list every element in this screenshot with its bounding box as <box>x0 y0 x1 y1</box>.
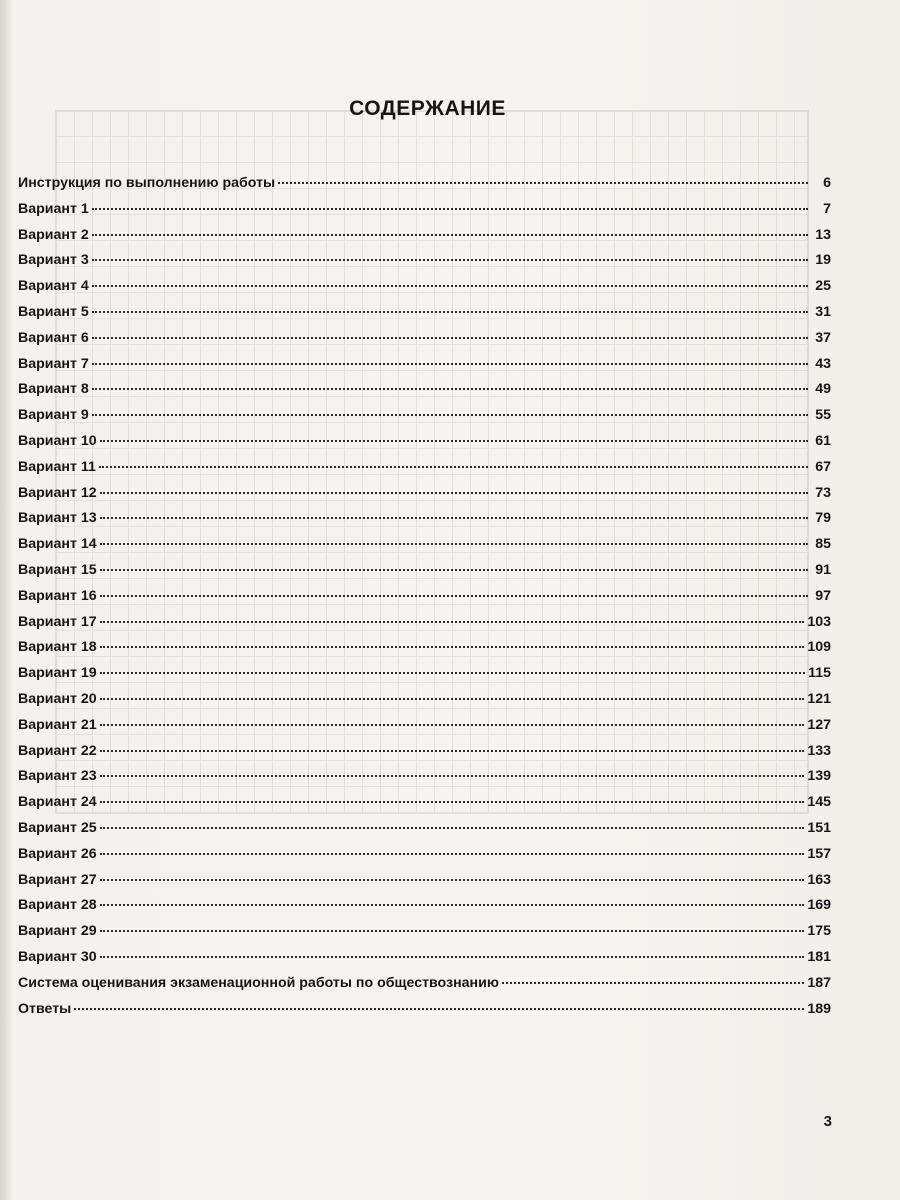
toc-entry <box>18 794 831 820</box>
toc-entry-title: Вариант 19 <box>18 665 97 682</box>
toc-entry-title: Ответы <box>18 1000 72 1017</box>
toc-entry-page: 91 <box>815 561 831 578</box>
page-spine-shadow <box>0 0 12 1200</box>
toc-entry <box>18 897 831 923</box>
toc-entry-page: 19 <box>815 252 831 269</box>
dot-leader <box>100 775 805 777</box>
toc-entry-page: 151 <box>807 819 831 836</box>
dot-leader <box>502 982 804 984</box>
toc-entry <box>18 949 831 975</box>
page-number: 3 <box>823 1113 832 1130</box>
page-title: СОДЕРЖАНИЕ <box>349 97 506 120</box>
dot-leader <box>100 930 805 932</box>
dot-leader <box>92 311 808 313</box>
toc-entry-page: 157 <box>807 845 831 862</box>
toc-entry-page: 31 <box>815 303 831 320</box>
toc-entry-title: Вариант 12 <box>18 484 97 501</box>
toc-entry-title: Вариант 1 <box>18 200 89 217</box>
toc-entry <box>18 459 831 485</box>
toc-entry-page: 109 <box>807 639 831 656</box>
table-of-contents <box>18 175 831 1026</box>
toc-entry-page: 73 <box>815 484 831 501</box>
toc-entry <box>18 510 831 536</box>
toc-entry-title: Вариант 14 <box>18 536 97 553</box>
toc-entry <box>18 665 831 691</box>
toc-entry-title: Вариант 28 <box>18 897 97 914</box>
toc-entry-page: 127 <box>807 716 831 733</box>
dot-leader <box>100 853 805 855</box>
toc-entry <box>18 768 831 794</box>
dot-leader <box>100 621 805 623</box>
toc-entry <box>18 227 831 253</box>
toc-entry-page: 61 <box>815 432 831 449</box>
toc-entry <box>18 278 831 304</box>
toc-entry-title: Вариант 11 <box>18 458 96 475</box>
toc-entry-page: 163 <box>807 871 831 888</box>
toc-entry-page: 139 <box>807 768 831 785</box>
toc-entry-title: Вариант 20 <box>18 690 97 707</box>
toc-entry-page: 67 <box>815 458 831 475</box>
toc-entry <box>18 717 831 743</box>
toc-entry-page: 55 <box>815 407 831 424</box>
toc-entry-page: 187 <box>807 974 831 991</box>
dot-leader <box>100 646 805 648</box>
toc-entry-title: Вариант 22 <box>18 742 97 759</box>
toc-entry <box>18 407 831 433</box>
toc-entry-title: Вариант 30 <box>18 948 97 965</box>
toc-entry-title: Вариант 3 <box>18 252 89 269</box>
toc-entry-page: 49 <box>815 381 831 398</box>
toc-entry-title: Вариант 4 <box>18 278 89 295</box>
toc-entry-title: Вариант 17 <box>18 613 97 630</box>
toc-entry <box>18 381 831 407</box>
dot-leader <box>100 672 805 674</box>
toc-entry <box>18 975 831 1001</box>
toc-entry <box>18 433 831 459</box>
toc-entry-page: 13 <box>815 226 831 243</box>
toc-entry-title: Вариант 18 <box>18 639 97 656</box>
toc-entry-title: Вариант 9 <box>18 407 89 424</box>
dot-leader <box>99 466 808 468</box>
toc-entry <box>18 639 831 665</box>
toc-entry <box>18 691 831 717</box>
toc-entry-title: Вариант 24 <box>18 794 97 811</box>
dot-leader <box>92 208 808 210</box>
toc-entry <box>18 743 831 769</box>
toc-entry <box>18 562 831 588</box>
toc-entry <box>18 536 831 562</box>
dot-leader <box>100 492 808 494</box>
dot-leader <box>100 827 805 829</box>
toc-entry <box>18 304 831 330</box>
toc-entry-title: Вариант 29 <box>18 923 97 940</box>
dot-leader <box>92 259 808 261</box>
toc-entry-title: Вариант 15 <box>18 561 97 578</box>
dot-leader <box>100 595 808 597</box>
toc-entry-page: 6 <box>823 175 831 191</box>
toc-entry-page: 79 <box>815 510 831 527</box>
toc-entry <box>18 485 831 511</box>
toc-entry <box>18 846 831 872</box>
toc-entry <box>18 330 831 356</box>
dot-leader <box>92 414 808 416</box>
toc-entry-page: 85 <box>815 536 831 553</box>
toc-entry-title: Вариант 21 <box>18 716 97 733</box>
dot-leader <box>100 724 805 726</box>
toc-entry-title: Вариант 10 <box>18 432 97 449</box>
dot-leader <box>278 182 808 184</box>
toc-entry-page: 103 <box>807 613 831 630</box>
toc-entry-page: 7 <box>823 200 831 217</box>
dot-leader <box>100 956 805 958</box>
toc-entry-title: Вариант 8 <box>18 381 89 398</box>
toc-entry-title: Вариант 16 <box>18 587 97 604</box>
toc-entry <box>18 201 831 227</box>
toc-entry-title: Вариант 2 <box>18 226 89 243</box>
dot-leader <box>100 517 808 519</box>
dot-leader <box>100 440 808 442</box>
toc-entry <box>18 820 831 846</box>
toc-entry-title: Вариант 13 <box>18 510 97 527</box>
toc-entry-page: 175 <box>807 923 831 940</box>
toc-entry-page: 169 <box>807 897 831 914</box>
toc-entry-page: 115 <box>808 665 831 682</box>
dot-leader <box>92 234 808 236</box>
dot-leader <box>100 750 805 752</box>
dot-leader <box>100 879 805 881</box>
dot-leader <box>92 337 808 339</box>
dot-leader <box>92 363 808 365</box>
toc-entry-page: 43 <box>815 355 831 372</box>
dot-leader <box>100 698 805 700</box>
dot-leader <box>100 543 808 545</box>
toc-entry <box>18 872 831 898</box>
dot-leader <box>74 1008 804 1010</box>
toc-entry <box>18 1001 831 1027</box>
toc-entry-page: 25 <box>815 278 831 295</box>
toc-entry-title: Вариант 25 <box>18 819 97 836</box>
toc-entry-page: 97 <box>815 587 831 604</box>
dot-leader <box>92 285 808 287</box>
toc-entry-title: Вариант 6 <box>18 329 89 346</box>
toc-entry <box>18 356 831 382</box>
toc-entry-page: 133 <box>807 742 831 759</box>
toc-entry <box>18 923 831 949</box>
toc-entry-title: Вариант 5 <box>18 303 89 320</box>
toc-entry-title: Вариант 27 <box>18 871 97 888</box>
toc-entry-page: 121 <box>807 690 831 707</box>
toc-entry-title: Вариант 7 <box>18 355 89 372</box>
dot-leader <box>100 801 805 803</box>
dot-leader <box>100 904 805 906</box>
toc-entry <box>18 252 831 278</box>
toc-entry-page: 181 <box>807 948 831 965</box>
dot-leader <box>100 569 808 571</box>
toc-entry-title: Система оценивания экзаменационной работы по обществознанию <box>18 974 499 991</box>
toc-entry-title: Вариант 23 <box>18 768 97 785</box>
toc-entry <box>18 614 831 640</box>
toc-entry-page: 189 <box>807 1000 831 1017</box>
toc-entry <box>18 588 831 614</box>
dot-leader <box>92 388 808 390</box>
toc-entry-page: 145 <box>807 794 831 811</box>
toc-entry-title: Вариант 26 <box>18 845 97 862</box>
toc-entry-page: 37 <box>815 329 831 346</box>
toc-entry <box>18 175 831 201</box>
toc-entry-title: Инструкция по выполнению работы <box>18 175 276 191</box>
